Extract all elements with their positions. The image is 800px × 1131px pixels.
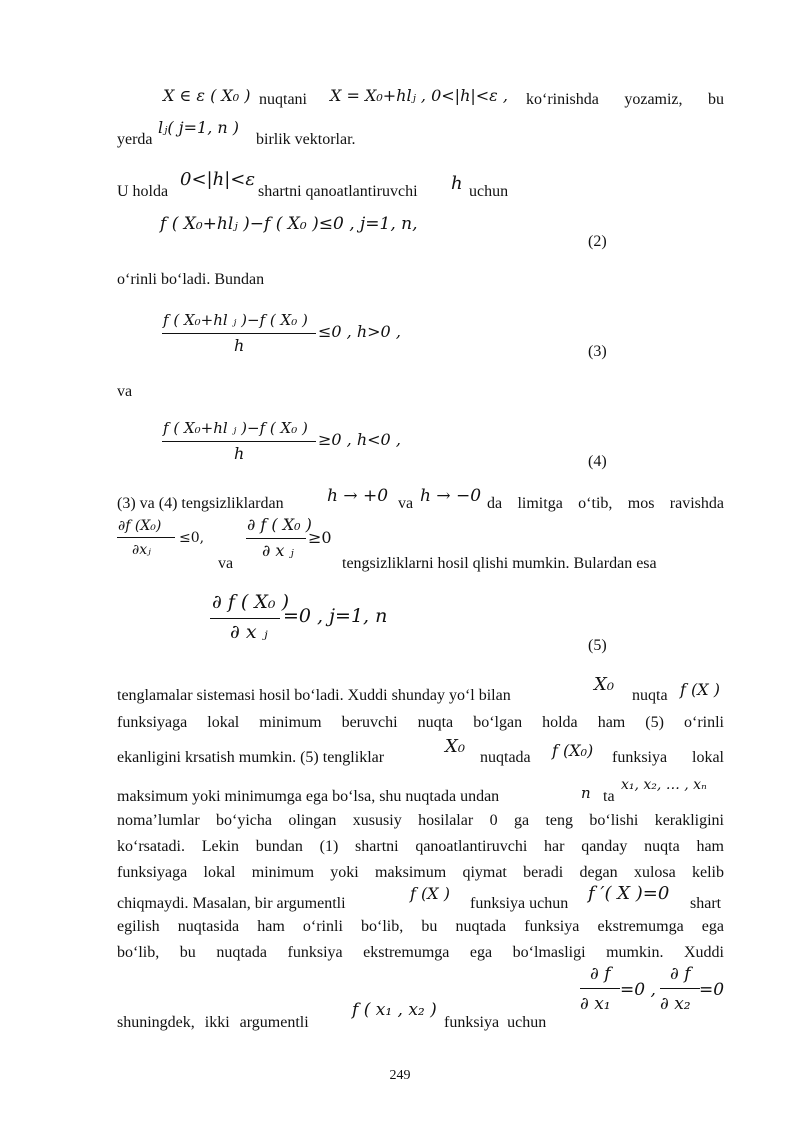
text-va: va	[218, 555, 234, 572]
text-korinishda: ko‘rinishda yozamiz, bu	[526, 91, 724, 108]
text-shart: shart	[690, 895, 722, 912]
text-body-line-2: funksiyaga lokal minimum beruvchi nuqta bo‘lgan holda ham (5) o‘rinli	[117, 714, 724, 731]
page-number: 249	[389, 1068, 411, 1083]
math-fx: f (X )	[410, 884, 450, 903]
text-body-line-8: chiqmaydi. Masalan, bir argumentli	[117, 895, 346, 912]
text-body-line-1: tenglamalar sistemasi hosil bo‘ladi. Xuddi shunday yo‘l bilan	[117, 687, 511, 704]
text-funksiya-lokal: funksiya lokal	[612, 749, 724, 766]
math-x-def: X = X₀+hlⱼ , 0<|h|<ε ,	[330, 86, 508, 105]
partial-fraction-1-top: ∂f (X₀)	[118, 518, 162, 534]
math-eq-zero: =0 ,	[620, 980, 656, 1000]
text-tengsizliklardan: (3) va (4) tengsizliklardan	[117, 495, 284, 512]
math-fx0: f (X₀)	[552, 741, 594, 760]
text-birlik: birlik vektorlar.	[256, 131, 356, 148]
text-nuqtada: nuqtada	[480, 749, 531, 766]
text-tengsizliklarni: tengsizliklarni hosil qlishi mumkin. Bulardan esa	[342, 555, 657, 572]
fraction-bar	[580, 988, 620, 989]
math-h: h	[451, 173, 463, 194]
equation-4-condition: ≥0 , h<0 ,	[318, 430, 401, 449]
text-orinli-boladi: o‘rinli bo‘ladi. Bundan	[117, 271, 265, 288]
equation-4-numerator: f ( X₀+hl ⱼ )−f ( X₀ )	[163, 419, 308, 437]
math-x0: X₀	[445, 736, 466, 757]
partial-fraction-2-rel: ≥0	[308, 528, 332, 547]
math-lj: lⱼ( j=1, n )	[158, 118, 240, 137]
math-x0: X₀	[594, 674, 615, 695]
text-body-line-10: bo‘lib, bu nuqtada funksiya ekstremumga ega bo‘lmasligi mumkin. Xuddi	[117, 944, 724, 961]
math-eq-zero: =0	[699, 980, 725, 1000]
math-h-minus-zero: h → −0	[420, 486, 482, 506]
math-fx: f (X )	[680, 680, 720, 699]
equation-5-condition: =0 , j=1, n	[283, 605, 388, 627]
partial-fraction-2-bottom: ∂ x ⱼ	[262, 541, 294, 560]
equation-number-5: (5)	[588, 637, 607, 654]
math-abs-h: 0<|h|<ε	[180, 169, 255, 190]
text-body-line-3: ekanligini krsatish mumkin. (5) tengliklar	[117, 749, 385, 766]
math-h-plus-zero: h → +0	[327, 486, 389, 506]
text-body-line-9: egilish nuqtasida ham o‘rinli bo‘lib, bu nuqtada funksiya ekstremumga ega	[117, 918, 724, 935]
text-limitga: da limitga o‘tib, mos ravishda	[487, 495, 724, 512]
text-body-line-5: noma’lumlar bo‘yicha olingan xususiy hosilalar 0 ga teng bo‘lishi kerakligini	[117, 812, 724, 829]
text-nuqtani: nuqtani	[259, 91, 307, 108]
text-va: va	[117, 383, 133, 400]
partial-f-bottom-2: ∂ x₂	[660, 994, 691, 1014]
equation-5-denominator: ∂ x ⱼ	[230, 621, 268, 643]
text-uchun: uchun	[469, 183, 509, 200]
math-f-x1-x2: f ( x₁ , x₂ )	[352, 1000, 437, 1020]
math-derivative: f ′( X )=0	[588, 883, 670, 904]
partial-fraction-1-rel: ≤0,	[179, 530, 205, 546]
text-funksiya-uchun: funksiya uchun	[444, 1014, 547, 1031]
equation-4-denominator: h	[234, 444, 245, 463]
text-body-line-11: shuningdek, ikki argumentli	[117, 1014, 309, 1031]
text-yerda: yerda	[117, 131, 153, 148]
math-variables: x₁, x₂, … , xₙ	[621, 777, 707, 793]
text-body-line-7: funksiyaga lokal minimum yoki maksimum qiymat beradi degan xulosa kelib	[117, 864, 724, 881]
text-shartni: shartni qanoatlantiruvchi	[258, 183, 418, 200]
math-n: n	[581, 784, 591, 802]
equation-number-4: (4)	[588, 453, 607, 470]
fraction-bar	[162, 441, 316, 442]
partial-f-bottom-1: ∂ x₁	[580, 994, 611, 1014]
fraction-bar	[117, 537, 175, 538]
equation-3-denominator: h	[234, 336, 245, 355]
fraction-bar	[246, 538, 306, 539]
math-x-in-eps: X ∈ ε ( X₀ )	[163, 86, 251, 105]
text-nuqta: nuqta	[632, 687, 668, 704]
partial-f-top-1: ∂ f	[590, 964, 611, 984]
equation-3-numerator: f ( X₀+hl ⱼ )−f ( X₀ )	[163, 311, 308, 329]
text-ta: ta	[603, 788, 615, 805]
fraction-bar	[210, 618, 280, 619]
equation-5-numerator: ∂ f ( X₀ )	[212, 591, 289, 613]
text-funksiya-uchun: funksiya uchun	[470, 895, 569, 912]
equation-3-condition: ≤0 , h>0 ,	[318, 322, 401, 341]
text-body-line-4: maksimum yoki minimumga ega bo‘lsa, shu nuqtada undan	[117, 788, 500, 805]
fraction-bar	[162, 333, 316, 334]
text-va: va	[398, 495, 414, 512]
text-u-holda: U holda	[117, 183, 169, 200]
partial-f-top-2: ∂ f	[670, 964, 691, 984]
fraction-bar	[660, 988, 700, 989]
text-body-line-6: ko‘rsatadi. Lekin bundan (1) shartni qanoatlantiruvchi har qanday nuqta ham	[117, 838, 724, 855]
partial-fraction-1-bottom: ∂xⱼ	[132, 542, 151, 558]
equation-number-2: (2)	[588, 233, 607, 250]
equation-number-3: (3)	[588, 343, 607, 360]
equation-2: f ( X₀+hlⱼ )−f ( X₀ )≤0 , j=1, n,	[160, 214, 418, 234]
partial-fraction-2-top: ∂ f ( X₀ )	[247, 515, 312, 534]
